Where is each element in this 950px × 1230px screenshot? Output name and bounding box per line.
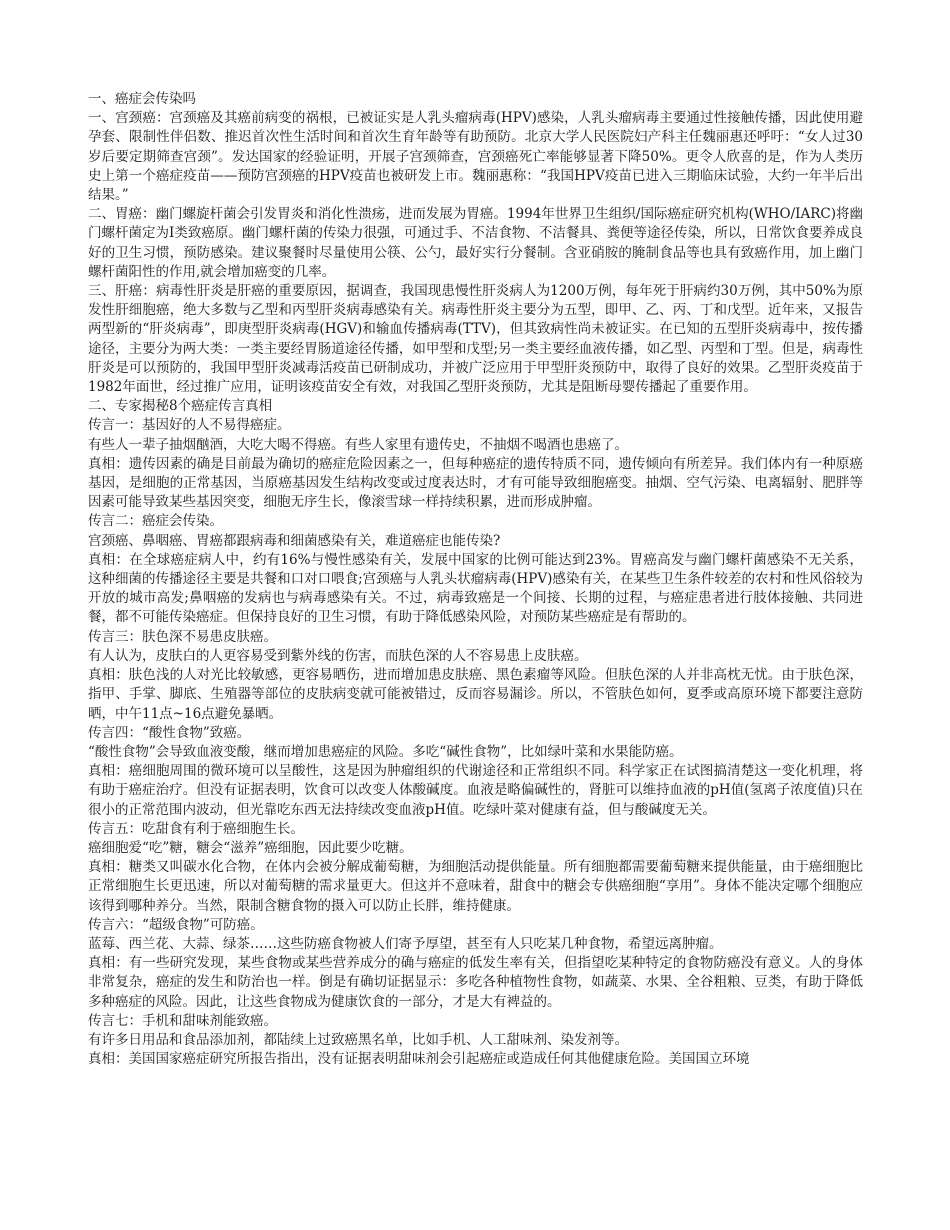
document-body — [88, 90, 863, 1069]
paragraph: 真相：有一些研究发现，某些食物或某些营养成分的确与癌症的低发生率有关，但指望吃某种特定的食物防癌没有意义。人的身体非常复杂，癌症的发生和防治也一样。倒是有确切证据显示：多吃各种植物性食物，如蔬菜、水果、全谷粗粮、豆类，有助于降低多种癌症的风险。因此，让这些食物成为健康饮食的一部分，才是大有裨益的。 — [88, 955, 863, 1010]
rumor-heading: 传言五：吃甜食有利于癌细胞生长。 — [88, 820, 304, 837]
paragraph: 真相：癌细胞周围的微环境可以呈酸性，这是因为肿瘤组织的代谢途径和正常组织不同。科学家正在试图搞清楚这一变化机理，将有助于癌症治疗。但没有证据表明，饮食可以改变人体酸碱度。血液是略偏碱性的，肾脏可以维持血液的pH值(氢离子浓度值)只在很小的正常范围内波动，但光靠吃东西无法持续改变血液pH值。吃绿叶菜对健康有益，但与酸碱度无关。 — [88, 763, 863, 818]
paragraph: 真相：在全球癌症病人中，约有16%与慢性感染有关，发展中国家的比例可能达到23%。胃癌高发与幽门螺杆菌感染不无关系，这种细菌的传播途径主要是共餐和口对口喂食;宫颈癌与人乳头状瘤病毒(HPV)感染有关，在某些卫生条件较差的农村和性风俗较为开放的城市高发;鼻咽癌的发病也与病毒感染有关。不过，病毒致癌是一个间接、长期的过程，与癌症患者进行肢体接触、共同进餐，都不可能传染癌症。但保持良好的卫生习惯，有助于降低感染风险，对预防某些癌症是有帮助的。 — [88, 551, 863, 626]
paragraph: 真相：美国国家癌症研究所报告指出，没有证据表明甜味剂会引起癌症或造成任何其他健康危险。美国国立环境 — [88, 1051, 750, 1068]
rumor-heading: 传言二：癌症会传染。 — [88, 513, 223, 530]
paragraph: 真相：遗传因素的确是目前最为确切的癌症危险因素之一，但每种癌症的遗传特质不同，遗传倾向有所差异。我们体内有一种原癌基因，是细胞的正常基因，当原癌基因发生结构改变或过度表达时，才有可能导致细胞癌变。抽烟、空气污染、电离辐射、肥胖等因素可能导致某些基因突变，细胞无序生长，像滚雪球一样持续积累，进而形成肿瘤。 — [88, 455, 863, 511]
section-heading: 二、专家揭秘8个癌症传言真相 — [88, 398, 273, 415]
paragraph: 蓝莓、西兰花、大蒜、绿茶……这些防癌食物被人们寄予厚望，甚至有人只吃某几种食物，希望远离肿瘤。 — [88, 935, 723, 952]
paragraph: “酸性食物”会导致血液变酸，继而增加患癌症的风险。多吃“碱性食物”，比如绿叶菜和水果能防癌。 — [88, 743, 683, 760]
paragraph: 三、肝癌：病毒性肝炎是肝癌的重要原因，据调查，我国现患慢性肝炎病人为1200万例，每年死于肝病约30万例，其中50%为原发性肝细胞癌，绝大多数与乙型和丙型肝炎病毒感染有关。病毒性肝炎主要分为五型，即甲、乙、丙、丁和戊型。近年来，又报告两型新的“肝炎病毒”，即庚型肝炎病毒(HGV)和输血传播病毒(TTV)，但其致病性尚未被证实。在已知的五型肝炎病毒中，按传播途径，主要分为两大类：一类主要经胃肠道途径传播，如甲型和戊型;另一类主要经血液传播，如乙型、丙型和丁型。但是，病毒性肝炎是可以预防的，我国甲型肝炎减毒活疫苗已研制成功，并被广泛应用于甲型肝炎预防中，取得了良好的效果。乙型肝炎疫苗于1982年面世，经过推广应用，证明该疫苗安全有效，对我国乙型肝炎预防，尤其是阻断母婴传播起了重要作用。 — [88, 283, 863, 396]
section-heading: 一、癌症会传染吗 — [88, 91, 196, 107]
paragraph: 真相：糖类又叫碳水化合物，在体内会被分解成葡萄糖，为细胞活动提供能量。所有细胞都需要葡萄糖来提供能量，由于癌细胞比正常细胞生长更迅速，所以对葡萄糖的需求量更大。但这并不意味着，甜食中的糖会专供癌细胞“享用”。身体不能决定哪个细胞应该得到哪种养分。当然，限制含糖食物的摄入可以防止长胖，维持健康。 — [88, 859, 863, 914]
paragraph: 真相：肤色浅的人对光比较敏感，更容易晒伤，进而增加患皮肤癌、黑色素瘤等风险。但肤色深的人并非高枕无忧。由于肤色深，指甲、手掌、脚底、生殖器等部位的皮肤病变就可能被错过，反而容易漏诊。所以，不管肤色如何，夏季或高原环境下都要注意防晒，中午11点~16点避免暴晒。 — [88, 667, 863, 722]
paragraph: 有许多日用品和食品添加剂，都陆续上过致癌黑名单，比如手机、人工甜味剂、染发剂等。 — [88, 1031, 628, 1048]
paragraph: 有些人一辈子抽烟酗酒，大吃大喝不得癌。有些人家里有遗传史，不抽烟不喝酒也患癌了。 — [88, 436, 628, 453]
rumor-heading: 传言六：“超级食物”可防癌。 — [88, 916, 264, 933]
paragraph: 宫颈癌、鼻咽癌、胃癌都跟病毒和细菌感染有关，难道癌症也能传染? — [88, 532, 501, 549]
paragraph: 一、宫颈癌：宫颈癌及其癌前病变的祸根，已被证实是人乳头瘤病毒(HPV)感染，人乳头瘤病毒主要通过性接触传播，因此使用避孕套、限制性伴侣数、推迟首次性生活时间和首次生育年龄等有助预防。北京大学人民医院妇产科主任魏丽惠还呼吁：“女人过30岁后要定期筛查宫颈”。发达国家的经验证明，开展子宫颈筛查，宫颈癌死亡率能够显著下降50%。更令人欣喜的是，作为人类历史上第一个癌症疫苗——预防宫颈癌的HPV疫苗也被研发上市。魏丽惠称：“我国HPV疫苗已进入三期临床试验，大约一年半后出结果。” — [88, 110, 863, 204]
paragraph: 有人认为，皮肤白的人更容易受到紫外线的伤害，而肤色深的人不容易患上皮肤癌。 — [88, 647, 588, 664]
rumor-heading: 传言一：基因好的人不易得癌症。 — [88, 417, 291, 434]
rumor-heading: 传言七：手机和甜味剂能致癌。 — [88, 1012, 277, 1029]
rumor-heading: 传言三：肤色深不易患皮肤癌。 — [88, 628, 277, 645]
paragraph: 二、胃癌：幽门螺旋杆菌会引发胃炎和消化性溃疡，进而发展为胃癌。1994年世界卫生组织/国际癌症研究机构(WHO/IARC)将幽门螺杆菌定为Ⅰ类致癌原。幽门螺杆菌的传染力很强，可通过手、不洁食物、不洁餐具、粪便等途径传染，所以，日常饮食要养成良好的卫生习惯，预防感染。建议聚餐时尽量使用公筷、公勺，最好实行分餐制。含亚硝胺的腌制食品等也具有致癌作用，加上幽门螺杆菌阳性的作用,就会增加癌变的几率。 — [88, 206, 863, 280]
paragraph: 癌细胞爱“吃”糖，糖会“滋养”癌细胞，因此要少吃糖。 — [88, 839, 413, 856]
rumor-heading: 传言四：“酸性食物”致癌。 — [88, 724, 251, 741]
